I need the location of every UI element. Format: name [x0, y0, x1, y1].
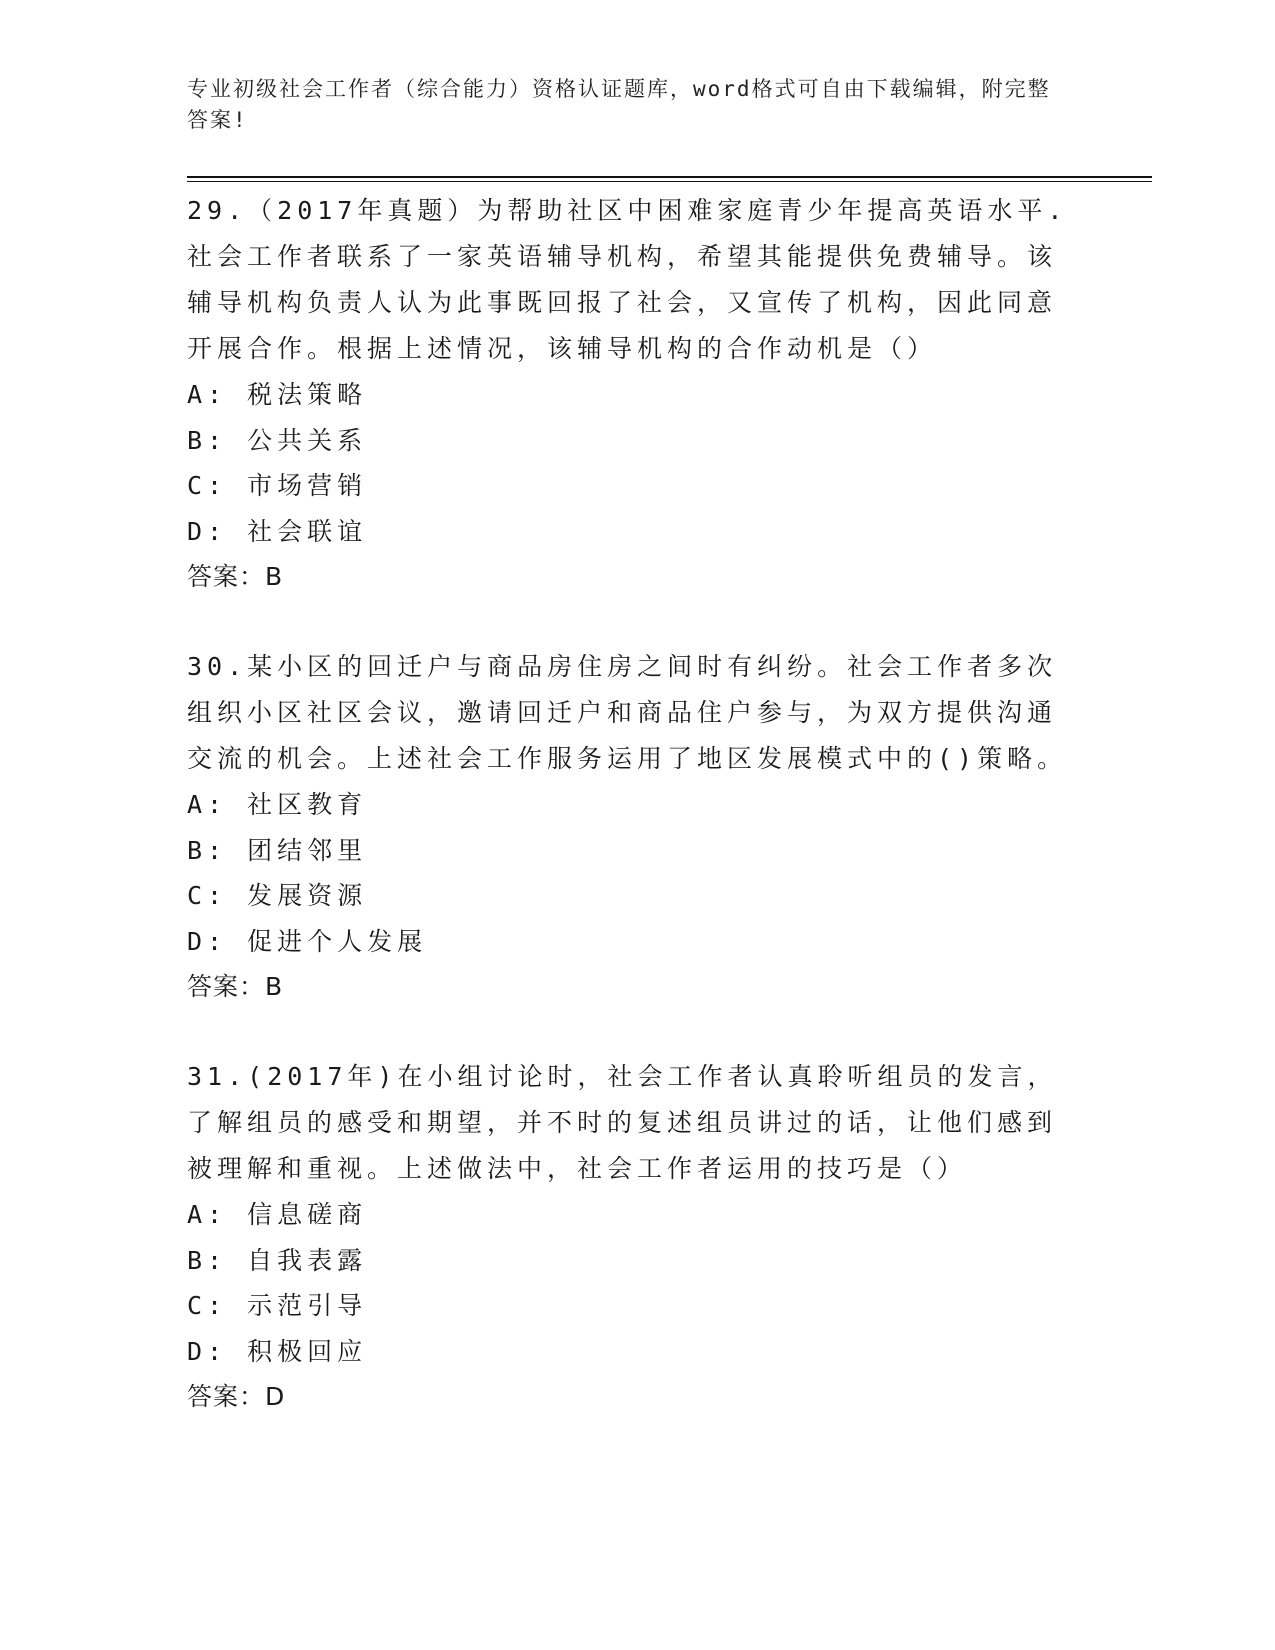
option-b: B: 团结邻里	[187, 835, 368, 865]
question-list	[187, 188, 1077, 1420]
option-c: C: 市场营销	[187, 471, 368, 500]
question-spacer	[187, 600, 1077, 644]
question-stem: 29.（2017年真题）为帮助社区中困难家庭青少年提高英语水平.社会工作者联系了一家英语辅导机构，希望其能提供免费辅导。该辅导机构负责人认为此事既回报了社会，又宣传了机构，因此同意开展合作。根据上述情况，该辅导机构的合作动机是（）	[187, 196, 1068, 363]
option-a: A: 信息磋商	[187, 1200, 368, 1229]
option-a: A: 税法策略	[187, 380, 368, 409]
header-divider-thin	[187, 181, 1152, 182]
answer-line: 答案：D	[187, 1382, 286, 1411]
option-d: D: 积极回应	[187, 1336, 368, 1366]
question-29	[187, 188, 1077, 600]
header-divider-thick	[187, 176, 1152, 178]
option-d: D: 促进个人发展	[187, 926, 428, 956]
option-c: C: 发展资源	[187, 881, 368, 910]
question-stem: 31.(2017年)在小组讨论时，社会工作者认真聆听组员的发言，了解组员的感受和期望，并不时的复述组员讲过的话，让他们感到被理解和重视。上述做法中，社会工作者运用的技巧是（）	[187, 1062, 1058, 1183]
answer-line: 答案：B	[187, 562, 284, 591]
option-b: B: 公共关系	[187, 425, 368, 455]
option-a: A: 社区教育	[187, 790, 368, 819]
document-header: 专业初级社会工作者（综合能力）资格认证题库，word格式可自由下载编辑，附完整答案!	[187, 77, 1051, 132]
option-d: D: 社会联谊	[187, 516, 368, 546]
question-30	[187, 644, 1077, 1010]
question-31	[187, 1054, 1077, 1420]
option-c: C: 示范引导	[187, 1291, 368, 1320]
option-b: B: 自我表露	[187, 1245, 368, 1275]
question-stem: 30.某小区的回迁户与商品房住房之间时有纠纷。社会工作者多次组织小区社区会议，邀请回迁户和商品住户参与，为双方提供沟通交流的机会。上述社会工作服务运用了地区发展模式中的()策略。	[187, 652, 1068, 773]
answer-line: 答案：B	[187, 972, 284, 1001]
question-spacer	[187, 1010, 1077, 1054]
